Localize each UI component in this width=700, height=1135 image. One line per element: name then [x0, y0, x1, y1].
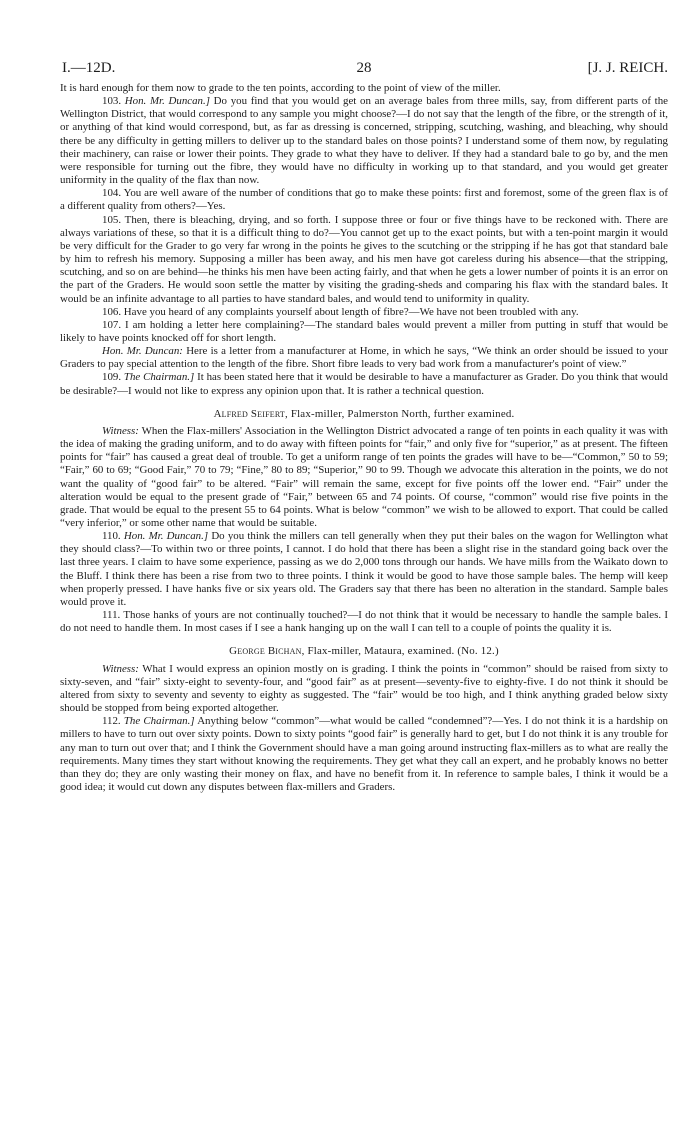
body-text — [60, 82, 668, 794]
speaker: Hon. Mr. Duncan: — [102, 345, 183, 358]
report-reference: I.—12D. — [62, 60, 116, 76]
question-number: 110. — [102, 530, 121, 543]
document-page — [60, 60, 668, 794]
speaker: Hon. Mr. Duncan.] — [123, 530, 209, 543]
statement-duncan: Hon. Mr. Duncan: Here is a letter from a manufacturer at Home, in which he says, “We think an order should be issued to your Graders to pay special attention to the length of the fibre. Short fibre leads to very bad work from a manufacturer's point of view.” — [60, 345, 668, 371]
question-number: 104. — [102, 187, 122, 200]
question-110: 110. Hon. Mr. Duncan.] Do you think the millers can tell generally when they put their bales on the wagon for Wellington what they should class?—To within two or three points, I cannot. I do hold that there has been a slight rise in the standard going back over the last three years. I claim to have some experience, passing as we do 2,000 tons through our hands. We have mills from the Waikato down to the Bluff. I think there has been a rise from two to three points. I think it would be good to have those sample bales. The hemp will keep when properly pressed. I have hanks five or six years old. The Graders say that there has been no alteration in the standard. Sample bales would prove it. — [60, 530, 668, 608]
witness-statement-seifert: Witness: When the Flax-millers' Association in the Wellington District advocated a range of ten points in each quality it was with the idea of making the grading uniform, and to do away with fifteen points for “fair,” and only five for “superior,” as at present. The fifteen points for “fair” has caused a great deal of trouble. To get a uniform range of ten points the grades will have to be—“Common,” 50 to 59; “Fair,” 60 to 69; “Good Fair,” 70 to 79; “Fine,” 80 to 89; “Superior,” 90 to 99. Though we advocate this alteration in the points, we do not want the quality of “good fair” to be altered. “Fair” will remain the same, except for five points off the lower end. “Fair” under the alteration would be equal to the present grade of “Fair,” between 65 and 74 points. Of course, “common” would rise five points in the grade. That would be equal to the present 55 to 64 points. What is below “common” we wish to be allowed to export. That could be called “very inferior,” or some other name that would be suitable. — [60, 424, 669, 529]
question-number: 112. — [102, 715, 121, 728]
speaker: Witness: — [102, 662, 139, 675]
question-112: 112. The Chairman.] Anything below “common”—what would be called “condemned”?—Yes. I do not think it is a hardship on millers to have to turn out over sixty points. Down to sixty points “good fair” is generally hard to get, but I do not think it is any trouble for any man to turn out over that; and I think the Government should have a man going around instructing flax-millers as to what are really the requirements. Many times they start without knowing the requirements. They get what they call an expert, and he probably knows no better than they do; they are only wasting their money on flax, and have no benefit from it. In reference to sample bales, I think it would be a good idea; it would cut down any disputes between flax-millers and Graders. — [60, 715, 668, 793]
speaker: Hon. Mr. Duncan.] — [124, 95, 210, 108]
speaker: Witness: — [102, 424, 139, 437]
question-number: 111. — [102, 609, 121, 622]
question-104: 104. You are well aware of the number of conditions that go to make these points: first and foremost, some of the green flax is of a different quality from others?—Yes. — [60, 187, 668, 213]
question-number: 106. — [102, 305, 122, 318]
speaker: The Chairman.] — [123, 715, 195, 728]
question-105: 105. Then, there is bleaching, drying, and so forth. I suppose three or four or five things have to be reckoned with. There are always variations of these, so that it is a difficult thing to do?—You cannot get up to the exact points, but with a ten-point margin it would be very difficult for the Grader to go very far wrong in the points he gives to the scutching or the stripping if he has got that standard bale by him to refresh his memory. Supposing a miller has been away, and his men have got careless during his absence—that the stripping, scutching, and so on are behind—he thinks his men have been acting fairly, and that when he gets a lower number of points it is an error on the part of the Graders. He would soon settle the matter by visiting the grading-sheds and comparing his flax with the standard bales. It would be an infinite advantage to all parties to have standard bales, and would tend to uniformity in quality. — [60, 213, 668, 305]
witness-heading-bichan: George Bichan, Flax-miller, Mataura, examined. (No. 12.) — [229, 645, 499, 658]
speaker: The Chairman.] — [123, 371, 195, 384]
witness-heading-seifert: Alfred Seifert, Flax-miller, Palmerston North, further examined. — [213, 407, 515, 420]
question-103: 103. Hon. Mr. Duncan.] Do you find that you would get on an average bales from three mills, say, from different parts of the Wellington District, that would correspond to any sample you might choose?—I do not say that the length of the fibre, or the strength of it, or anything of that kind would correspond, but, as far as dressing is concerned, stripping, scutching, washing, and bleaching, why should there be any difficulty in getting millers to deliver up to the standard bales on those points? I understand some of them now, by regulating their machinery, can raise or lower their points. They grade to what they have to deliver. If they had a standard bale to go by, and the men were responsible for turning out the fibre, they would have no difficulty in working up to that standard, and you would get greater uniformity in the quality of the flax than now. — [60, 95, 668, 187]
question-109: 109. The Chairman.] It has been stated here that it would be desirable to have a manufacturer as Grader. Do you think that would be desirable?—I would not like to express any opinion upon that. It is rather a technical question. — [60, 371, 669, 397]
question-number: 103. — [102, 95, 122, 108]
paragraph: It is hard enough for them now to grade to the ten points, according to the point of view of the miller. — [60, 82, 501, 94]
witness-name-header: [J. J. REICH. — [587, 60, 668, 76]
witness-name: George Bichan — [229, 645, 302, 658]
page-number: 28 — [356, 60, 372, 76]
witness-name: Alfred Seifert — [213, 407, 285, 420]
question-106: 106. Have you heard of any complaints yourself about length of fibre?—We have not been troubled with any. — [102, 305, 579, 318]
question-number: 105. — [102, 213, 122, 226]
question-111: 111. Those hanks of yours are not continually touched?—I do not think that it would be necessary to handle the sample bales. I do not need to handle them. In most cases if I see a hank hanging up on the wall I can tell to a couple of points the quality it is. — [60, 609, 669, 635]
page-header — [60, 60, 668, 82]
question-number: 109. — [102, 371, 122, 384]
witness-statement-bichan: Witness: What I would express an opinion mostly on is grading. I think the points in “common” should be raised from sixty to sixty-seven, and “fair” sixty-eight to seventy-four, and “good fair” as at present—seventy-five to eighty-five. I do not think it should be altered from sixty to seventy and seventy to eighty as suggested. The “fair” would be too high, and I think anything graded below sixty should be stopped from being exported altogether. — [60, 662, 668, 715]
question-107: 107. I am holding a letter here complaining?—The standard bales would prevent a miller from putting in stuff that would be likely to have points knocked off for short length. — [60, 318, 668, 344]
question-number: 107. — [102, 318, 122, 331]
